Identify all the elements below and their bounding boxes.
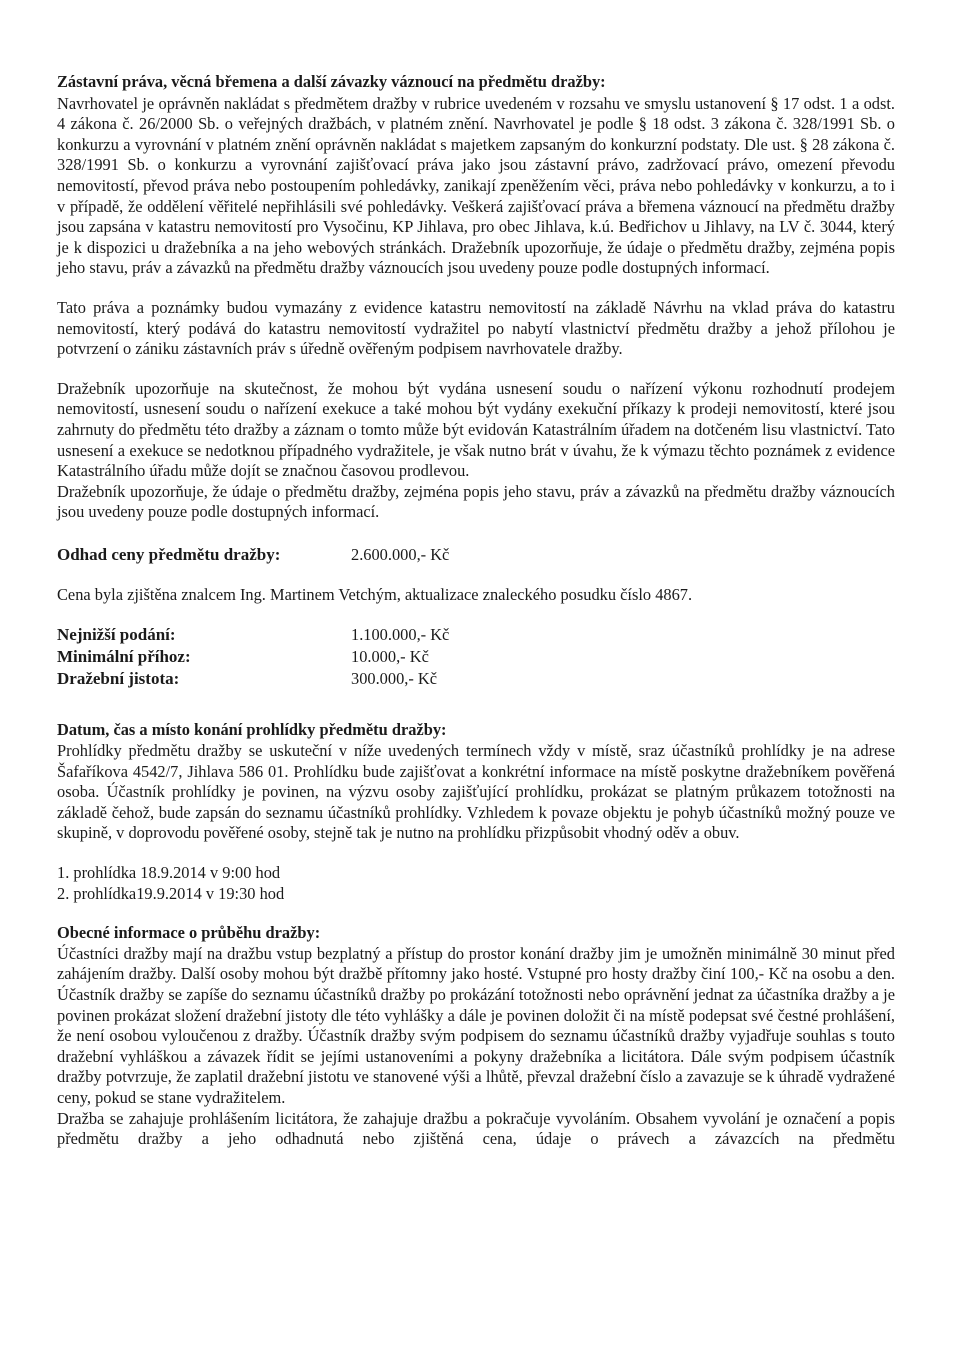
price-label: Dražební jistota:: [57, 669, 180, 689]
price-value: 300.000,- Kč: [351, 669, 438, 689]
paragraph-vymaz-prav: Tato práva a poznámky budou vymazány z evidence katastru nemovitostí na základě Návrhu na vklad práva do katastru nemovitostí, který podává do katastru nemovitostí vydražitel po nabytí vlastnictví předmětu dražby a jehož přílohou je potvrzení o zániku zástavních práv s úředně ověřeným podpisem navrhovatele dražby.: [57, 297, 895, 359]
paragraph-usneseni-soudu: Dražebník upozorňuje na skutečnost, že mohou být vydána usnesení soudu o nařízení výkonu rozhodnutí prodejem nemovitostí, usnesení soudu o nařízení exekuce a také mohou být vydány exekuční příkazy k prodeji nemovitostí, které jsou zahrnuty do předmětu této dražby a záznam o tomto může být evidován Katastrálním úřadem na dotčeném lisu vlastnictví. Tato usnesení a exekuce se nedotknou případného vydražitele, je však nutno brát v úvahu, že k výmazu těchto poznámek z evidence Katastrálního úřadu může dojít se značnou časovou prodlevou.: [57, 378, 895, 481]
section-heading-zastavni-prava: Zástavní práva, věcná břemena a další závazky váznoucí na předmětu dražby:: [57, 72, 606, 91]
document-page: [57, 72, 895, 1150]
paragraph-obecne-informace: Účastníci dražby mají na dražbu vstup bezplatný a přístup do prostor konání dražby jim je umožněn minimálně 30 minut před zahájením dražby. Další osoby mohou být dražbě přítomny jako hosté. Vstupné pro hosty dražby činí 100,- Kč na osobu a den. Účastník dražby se zapíše do seznamu účastníků dražby po prokázání totožnosti nebo oprávnění jednat za účastníka dražby a je povinen prokázat složení dražební jistoty dle této vyhlášky a dále je povinen doložit či na místě podepsat své čestné prohlášení, že není osobou vyloučenou z dražby. Účastník dražby svým podpisem do seznamu účastníků dražby vyjadřuje souhlas s touto dražební vyhláškou a závazek řídit se jejími ustanoveními a pokyny dražebníka a licitátora. Dále svým podpisem účastník dražby potvrzuje, že zaplatil dražební jistotu ve stanovené výši a lhůtě, převzal dražební číslo a zavazuje se k úhradě vydražené ceny, pokud se stane vydražitelem.: [57, 943, 895, 1107]
odhad-ceny-value: 2.600.000,- Kč: [351, 544, 450, 564]
list-item: 2. prohlídka19.9.2014 v 19:30 hod: [57, 883, 285, 903]
paragraph-prohlidka: Prohlídky předmětu dražby se uskuteční v níže uvedených termínech vždy v místě, sraz účastníků prohlídky je na adrese Šafaříkova 4542/7, Jihlava 586 01. Prohlídku bude zajišťovat a konkrétní informace na místě poskytne dražebníkem pověřená osoba. Účastník prohlídky je povinen, na výzvu osoby zajišťující prohlídku, prokázat se platným průkazem totožnosti na základě čehož, bude zapsán do seznamu účastníků prohlídky. Vzhledem k povaze objektu je pohyb účastníků možný pouze ve skupině, v doprovodu pověřené osoby, stejně tak je nutno na prohlídku přizpůsobit vhodný oděv a obuv.: [57, 741, 895, 843]
section-heading-prohlidka: Datum, čas a místo konání prohlídky předmětu dražby:: [57, 720, 447, 740]
price-label: Nejnižší podání:: [57, 625, 176, 645]
cena-zjistena-note: Cena byla zjištěna znalcem Ing. Martinem Vetchým, aktualizace znaleckého posudku číslo 4867.: [57, 584, 693, 604]
odhad-ceny-row: [57, 544, 895, 566]
price-value: 1.100.000,- Kč: [351, 625, 450, 645]
paragraph-zastavni-prava: Navrhovatel je oprávněn nakládat s předmětem dražby v rubrice uvedeném v rozsahu ve smyslu ustanovení § 17 odst. 1 a odst. 4 zákona č. 26/2000 Sb. o veřejných dražbách, v platném znění. Navrhovatel je podle § 18 odst. 3 zákona č. 328/1991 Sb. o konkurzu a vyrovnání v platném znění oprávněn nakládat s majetkem zapsaným do konkurzní podstaty. Dle ust. § 28 zákona č. 328/1991 Sb. o konkurzu a vyrovnání zajišťovací práva jako jsou zástavní právo, zadržovací právo, omezení převodu nemovitostí, převod práva nebo postoupením pohledávky, zanikají zpeněžením věci, práva nebo pohledávky v konkurzu, a to i v případě, že oddělení věřitelé nepřihlásili své pohledávky. Veškerá zajišťovací práva a břemena váznoucí na předmětu dražby jsou zapsána v katastru nemovitostí pro Vysočinu, KP Jihlava, pro obec Jihlava, k.ú. Bedřichov u Jihlavy, na LV č. 3044, který je k dispozici u dražebníka a na jeho webových stránkách. Dražebník upozorňuje, že údaje o předmětu dražby, zejména popis jeho stavu, práv a závazků na předmětu dražby váznoucích jsou uvedeny pouze podle dostupných informací.: [57, 93, 895, 278]
paragraph-upozorneni-udaje: Dražebník upozorňuje, že údaje o předmětu dražby, zejména popis jeho stavu, práv a závazků na předmětu dražby váznoucích jsou uvedeny pouze podle dostupných informací.: [57, 481, 895, 522]
paragraph-zahajeni-drazby: Dražba se zahajuje prohlášením licitátora, že zahajuje dražbu a pokračuje vyvoláním. Obsahem vyvolání je označení a popis předmětu dražby a jeho odhadnutá nebo zjištěná cena, údaje o právech a závazcích na předmětu: [57, 1108, 895, 1149]
prohlidka-list: [57, 863, 895, 904]
price-value: 10.000,- Kč: [351, 647, 429, 667]
price-row-minimalni-prihoz: [57, 646, 895, 668]
odhad-ceny-label: Odhad ceny předmětu dražby:: [57, 544, 281, 564]
price-list: [57, 624, 895, 690]
section-heading-obecne-informace: Obecné informace o průběhu dražby:: [57, 923, 321, 943]
list-item: 1. prohlídka 18.9.2014 v 9:00 hod: [57, 863, 281, 883]
price-label: Minimální příhoz:: [57, 647, 191, 667]
price-row-drazebni-jistota: [57, 668, 895, 690]
price-row-nejnizsi-podani: [57, 624, 895, 646]
